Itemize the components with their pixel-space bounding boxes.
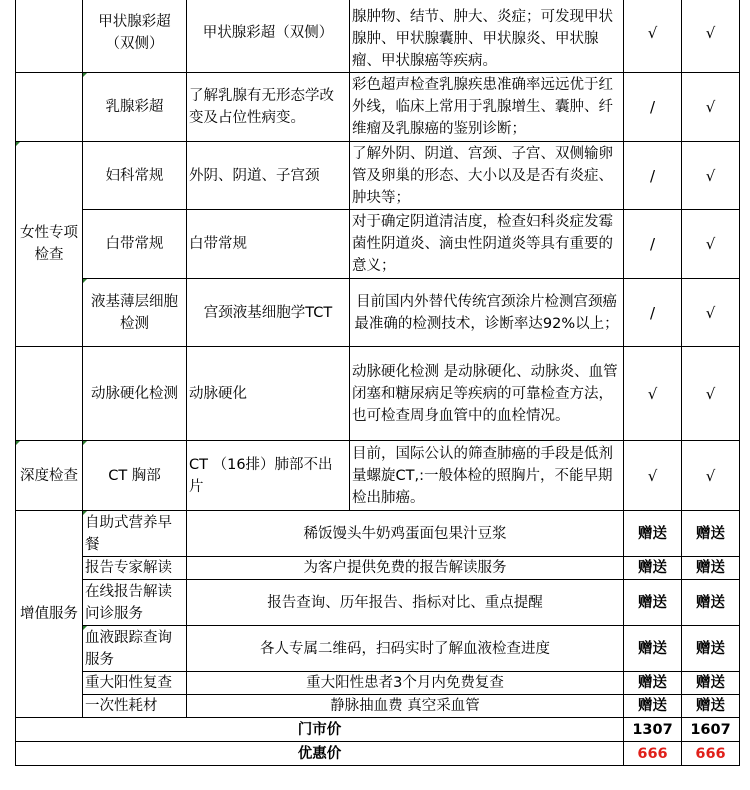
table-row	[16, 73, 740, 142]
store-price-plan-b: 1607	[682, 718, 740, 742]
section-cell-empty	[16, 73, 83, 142]
promo-price-plan-a: 666	[624, 742, 682, 766]
exam-description: 彩色超声检查乳腺疾患准确率远远优于红外线，临床上常用于乳腺增生、囊肿、纤维瘤及乳腺癌的鉴别诊断；	[350, 73, 624, 142]
exam-item: CT 胸部	[83, 441, 187, 511]
table-row	[16, 142, 740, 210]
section-cell-empty	[16, 0, 83, 73]
plan-b-gift: 赠送	[682, 511, 740, 557]
promo-price-plan-b: 666	[682, 742, 740, 766]
service-description: 各人专属二维码，扫码实时了解血液检查进度	[187, 626, 624, 672]
plan-b-mark: √	[682, 210, 740, 279]
plan-b-gift: 赠送	[682, 580, 740, 626]
exam-scope: 了解乳腺有无形态学改变及占位性病变。	[187, 73, 350, 142]
plan-a-mark: √	[624, 441, 682, 511]
section-deep: 深度检查	[16, 441, 83, 511]
service-description: 稀饭馒头牛奶鸡蛋面包果汁豆浆	[187, 511, 624, 557]
table-row	[16, 0, 740, 73]
exam-item: 妇科常规	[83, 142, 187, 210]
plan-a-gift: 赠送	[624, 626, 682, 672]
plan-b-gift: 赠送	[682, 626, 740, 672]
exam-description: 目前，国际公认的筛查肺癌的手段是低剂量螺旋CT,:一般体检的照胸片，不能早期检出肺癌。	[350, 441, 624, 511]
plan-a-mark: √	[624, 347, 682, 441]
service-item: 血液跟踪查询服务	[83, 626, 187, 672]
plan-a-mark: /	[624, 142, 682, 210]
service-description: 重大阳性患者3个月内免费复查	[187, 672, 624, 695]
plan-a-gift: 赠送	[624, 672, 682, 695]
plan-b-mark: √	[682, 441, 740, 511]
plan-b-mark: √	[682, 142, 740, 210]
table-row	[16, 580, 740, 626]
exam-description: 腺肿物、结节、肿大、炎症；可发现甲状腺肿、甲状腺囊肿、甲状腺炎、甲状腺瘤、甲状腺癌等疾病。	[350, 0, 624, 73]
plan-b-mark: √	[682, 279, 740, 347]
service-item: 在线报告解读问诊服务	[83, 580, 187, 626]
table-row	[16, 557, 740, 580]
exam-scope: CT （16排）肺部不出片	[187, 441, 350, 511]
service-item: 报告专家解读	[83, 557, 187, 580]
promo-price-label: 优惠价	[16, 742, 624, 766]
service-item: 一次性耗材	[83, 695, 187, 718]
plan-a-gift: 赠送	[624, 580, 682, 626]
exam-description: 目前国内外替代传统宫颈涂片检测宫颈癌最准确的检测技术，诊断率达92%以上；	[350, 279, 624, 347]
plan-b-mark: √	[682, 347, 740, 441]
table-row	[16, 672, 740, 695]
table-row	[16, 626, 740, 672]
exam-scope: 动脉硬化	[187, 347, 350, 441]
plan-b-gift: 赠送	[682, 695, 740, 718]
exam-item: 动脉硬化检测	[83, 347, 187, 441]
exam-scope: 外阴、阴道、子宫颈	[187, 142, 350, 210]
promo-price-row	[16, 742, 740, 766]
table-row	[16, 347, 740, 441]
exam-item: 乳腺彩超	[83, 73, 187, 142]
service-description: 为客户提供免费的报告解读服务	[187, 557, 624, 580]
checkup-package-table	[15, 0, 740, 766]
plan-b-mark: √	[682, 73, 740, 142]
exam-item: 甲状腺彩超（双侧）	[83, 0, 187, 73]
store-price-row	[16, 718, 740, 742]
plan-a-mark: /	[624, 279, 682, 347]
store-price-label: 门市价	[16, 718, 624, 742]
table-row	[16, 279, 740, 347]
service-description: 静脉抽血费 真空采血管	[187, 695, 624, 718]
table-row	[16, 210, 740, 279]
exam-description: 动脉硬化检测 是动脉硬化、动脉炎、血管闭塞和糖尿病足等疾病的可靠检查方法，也可检查周身血管中的血栓情况。	[350, 347, 624, 441]
exam-description: 对于确定阴道清洁度，检查妇科炎症发霉菌性阴道炎、滴虫性阴道炎等具有重要的意义；	[350, 210, 624, 279]
exam-scope: 甲状腺彩超（双侧）	[187, 0, 350, 73]
plan-a-gift: 赠送	[624, 511, 682, 557]
exam-scope: 宫颈液基细胞学TCT	[187, 279, 350, 347]
table-row	[16, 441, 740, 511]
plan-a-gift: 赠送	[624, 557, 682, 580]
exam-scope: 白带常规	[187, 210, 350, 279]
plan-b-mark: √	[682, 0, 740, 73]
exam-description: 了解外阴、阴道、宫颈、子宫、双侧输卵管及卵巢的形态、大小以及是否有炎症、肿块等；	[350, 142, 624, 210]
plan-b-gift: 赠送	[682, 557, 740, 580]
plan-a-mark: /	[624, 210, 682, 279]
service-item: 自助式营养早餐	[83, 511, 187, 557]
plan-a-gift: 赠送	[624, 695, 682, 718]
plan-a-mark: /	[624, 73, 682, 142]
plan-a-mark: √	[624, 0, 682, 73]
exam-item: 白带常规	[83, 210, 187, 279]
service-item: 重大阳性复查	[83, 672, 187, 695]
exam-item: 液基薄层细胞检测	[83, 279, 187, 347]
store-price-plan-a: 1307	[624, 718, 682, 742]
section-cell-empty	[16, 347, 83, 441]
service-description: 报告查询、历年报告、指标对比、重点提醒	[187, 580, 624, 626]
table-row	[16, 695, 740, 718]
plan-b-gift: 赠送	[682, 672, 740, 695]
section-value-added: 增值服务	[16, 511, 83, 718]
table-row	[16, 511, 740, 557]
section-female: 女性专项检查	[16, 142, 83, 347]
